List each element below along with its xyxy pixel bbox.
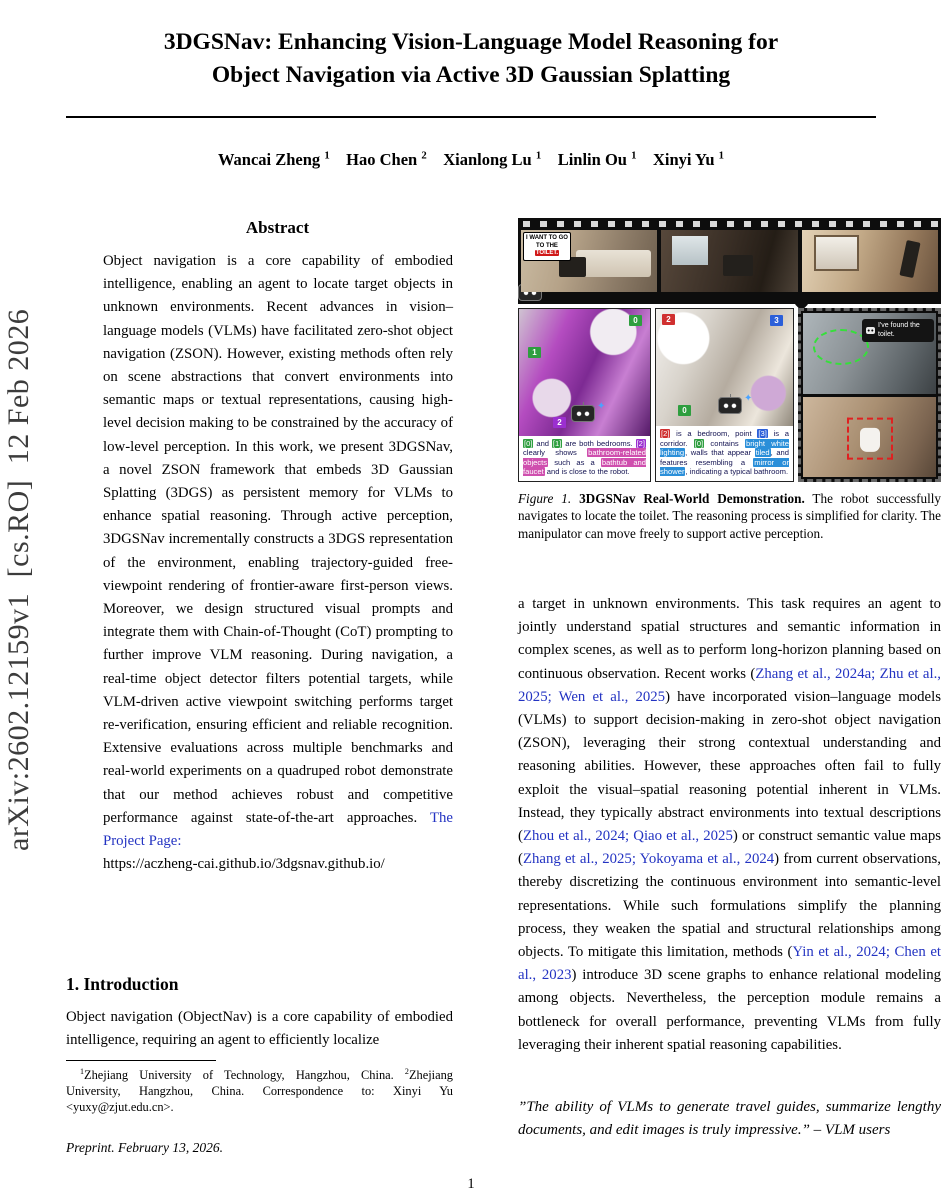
introduction-heading: 1. Introduction	[66, 974, 179, 994]
panel-a-3dgs-render	[519, 309, 650, 436]
text-run: such as a	[548, 457, 601, 467]
panel-c-photo-bottom	[803, 397, 936, 478]
text-run: tiled	[755, 448, 770, 458]
film-strip	[518, 218, 941, 304]
panel-c	[798, 308, 941, 482]
bed-shape	[576, 250, 651, 277]
text-run: [2]	[636, 438, 645, 448]
text-run: Figure 1.	[518, 491, 580, 506]
introduction-paragraph: Object navigation (ObjectNav) is a core capability of embodied intelligence, requiring an agent to efficiently localize	[66, 1009, 453, 1049]
film-photos	[521, 230, 938, 292]
robot-face-icon	[866, 327, 875, 334]
arxiv-watermark: arXiv:2602.12159v1 [cs.RO] 12 Feb 2026	[2, 308, 35, 852]
text-run: bright white lighting	[660, 438, 789, 458]
robot-dog-silhouette	[723, 255, 753, 276]
robot-arm-silhouette	[899, 240, 920, 278]
text-run: Zhejiang University of Technology, Hangzhou, China.	[84, 1068, 405, 1082]
text-run: Zhejiang University, Hangzhou, China. Correspondence to: Xinyi Yu <yuxy@zjut.edu.cn>.	[66, 1068, 453, 1114]
authors-line	[66, 150, 876, 170]
body-paragraph	[518, 593, 941, 1057]
text-run: I WANT TO GO TO THE	[526, 235, 568, 249]
text-run: Linlin Ou	[541, 150, 632, 169]
red-dashed-box	[847, 417, 893, 459]
text-run: 1	[718, 149, 725, 162]
sparkle-icon: ✦	[744, 393, 753, 405]
point-badge-2: 2	[662, 314, 675, 325]
abstract-heading: Abstract	[245, 218, 310, 237]
point-badge-0: 0	[629, 315, 642, 326]
text-run: clearly shows	[523, 448, 588, 458]
panel-b-3dgs-render	[656, 309, 793, 426]
sparkle-icon: ✦	[597, 400, 606, 412]
text-run: ) have incorporated vision–language models (VLMs) to support decision-making in zero-shot object navigation (ZSON), leveraging their strong contextual understanding and reasoning abilities. However, these approaches often fail to fully exploit the visual–spatial reasoning potential inherent in VLMs. Instead, they typically abstract environments into textual descriptions (	[518, 688, 941, 845]
text-run: 1	[631, 149, 637, 162]
point-badge-2: 2	[553, 417, 566, 428]
text-run: , indicating a typical bathroom.	[685, 467, 789, 477]
text-run: [2]	[661, 429, 670, 439]
text-run: The robot successfully navigates to locate the toilet. The reasoning process is simplified for clarity. The manipulator can move freely to support active perception.	[518, 491, 941, 541]
paper-title-line2: Object Navigation via Active 3D Gaussian Splatting	[211, 62, 731, 88]
text-run: [3]	[758, 429, 767, 439]
robot-face-icon	[571, 405, 595, 422]
figure-panels	[518, 308, 941, 482]
text-run: ) or construct semantic value maps (	[518, 828, 942, 868]
figure-1	[518, 218, 941, 482]
point-badge-3: 3	[770, 315, 783, 326]
text-run: is a bedroom, point	[670, 429, 758, 439]
preprint-note: Preprint. February 13, 2026.	[66, 1140, 223, 1155]
footnote-text	[66, 1068, 453, 1115]
film-photo-bedroom-1	[521, 230, 657, 292]
text-run: 1	[535, 149, 542, 162]
text-run: mirror or shower	[660, 457, 789, 477]
text-run: , walls that appear	[685, 448, 755, 458]
panel-c-photo-top	[803, 313, 936, 394]
panel-a-caption	[519, 436, 650, 481]
citation-link[interactable]: Zhou et al., 2024; Qiao et al., 2025	[522, 828, 733, 845]
text-run: ) introduce 3D scene graphs to enhance relational modeling among objects. Nevertheless, the perception module remains a bottleneck for overall performance, preventing VLMs from fully leveraging their inherent spatial reasoning capabilities.	[518, 967, 941, 1053]
green-dashed-ellipse	[813, 329, 869, 365]
panel-b	[655, 308, 794, 482]
text-run: 1	[80, 1066, 85, 1076]
panel-b-caption	[656, 426, 793, 481]
found-toilet-tooltip	[862, 319, 934, 342]
film-photo-bedroom-2	[661, 230, 797, 292]
citation-link[interactable]: Yin et al., 2024; Chen et al., 2023	[518, 944, 941, 984]
point-badge-1: 1	[528, 347, 541, 358]
title-rule	[66, 116, 876, 118]
film-photo-bathroom	[802, 230, 938, 292]
text-run: 2	[404, 1066, 409, 1076]
robot-face-icon	[718, 397, 742, 414]
footnote-rule	[66, 1060, 216, 1061]
text-run: bathroom-related objects	[523, 448, 646, 467]
window-shape	[672, 236, 707, 265]
paper-title	[66, 26, 876, 92]
text-run: is a corridor.	[660, 429, 789, 448]
text-run: contains	[704, 438, 745, 448]
text-run: are both bedrooms.	[562, 438, 636, 448]
text-run: [0]	[524, 438, 533, 448]
mirror-shape	[814, 235, 859, 271]
vlm-quote: ”The ability of VLMs to generate travel guides, summarize lengthy documents, and edit images is truly impressive.” – VLM users	[518, 1099, 941, 1138]
text-run: Wancai Zheng	[217, 150, 325, 169]
text-run: [1]	[552, 438, 562, 448]
citation-link[interactable]: Zhang et al., 2025; Yokoyama et al., 2024	[522, 851, 775, 868]
abstract-text	[103, 250, 453, 876]
figure-caption	[518, 490, 941, 542]
project-page-url[interactable]: https://aczheng-cai.github.io/3dgsnav.github.io/	[103, 856, 385, 873]
page-number: 1	[467, 1176, 475, 1192]
text-run: and is close to the robot.	[544, 467, 630, 477]
text-run: 1	[324, 149, 330, 162]
speech-bubble	[523, 232, 571, 261]
text-run: [0]	[694, 438, 704, 448]
text-run: 2	[421, 149, 427, 162]
tooltip-text: I've found the toilet.	[878, 322, 920, 338]
point-badge-0: 0	[678, 405, 691, 416]
panel-a	[518, 308, 651, 482]
text-run: bathtub and faucet	[523, 457, 646, 477]
text-run: and	[533, 438, 552, 448]
film-sprockets-top	[518, 221, 941, 227]
text-run: , and features resembling a	[660, 448, 789, 467]
citation-link[interactable]: Zhang et al., 2024a; Zhu et al., 2025; Wen et al., 2025	[518, 665, 941, 705]
text-run: TOILET.	[535, 250, 559, 256]
text-run: a target in unknown environments. This task requires an agent to jointly understand spatial structures and semantic information in complex scenes, as well as to perform long-horizon planning based on continuous observation. Recent works (	[518, 596, 941, 682]
paper-title-line1: 3DGSNav: Enhancing Vision-Language Model Reasoning for	[163, 29, 779, 55]
text-run: Xianlong Lu	[426, 150, 536, 169]
text-run: Hao Chen	[329, 150, 422, 169]
text-run: 3DGSNav Real-World Demonstration.	[579, 491, 805, 506]
text-run: ) from current observations, thereby discretizing the continuous environment into semantic-level representations. While such formulations simplify the planning process, they weaken the spatial and structural relationships among objects. To mitigate this limitation, methods (	[518, 851, 941, 961]
project-page-link[interactable]: The Project Page:	[103, 809, 453, 850]
text-run: Xinyi Yu	[636, 150, 719, 169]
text-run: Object navigation is a core capability of embodied intelligence, enabling an agent to locate target objects in unknown environments. Recent advances in vision–language models (VLMs) have facilitated zero-shot object navigation (ZSON). However, existing methods often rely on scene abstractions that convert environments into semantic maps or textual representations, causing high-level decision making to be constrained by the accuracy of low-level perception. In this work, we present 3DGSNav, a novel ZSON framework that embeds 3D Gaussian Splatting (3DGS) as persistent memory for VLMs to enhance spatial reasoning. Through active perception, 3DGSNav incrementally constructs a 3DGS representation of the environment, enabling trajectory-guided free-viewpoint rendering of frontier-aware first-person views. Moreover, we design structured visual prompts and integrate them with Chain-of-Thought (CoT) prompting to further improve VLM reasoning. During navigation, a real-time object detector filters potential targets, while VLM-driven active viewpoint switching performs target re-verification, ensuring efficient and reliable recognition. Extensive evaluations across multiple benchmarks and real-world experiments on a quadruped robot demonstrate that our method achieves robust and competitive performance against state-of-the-art approaches.	[103, 253, 453, 826]
